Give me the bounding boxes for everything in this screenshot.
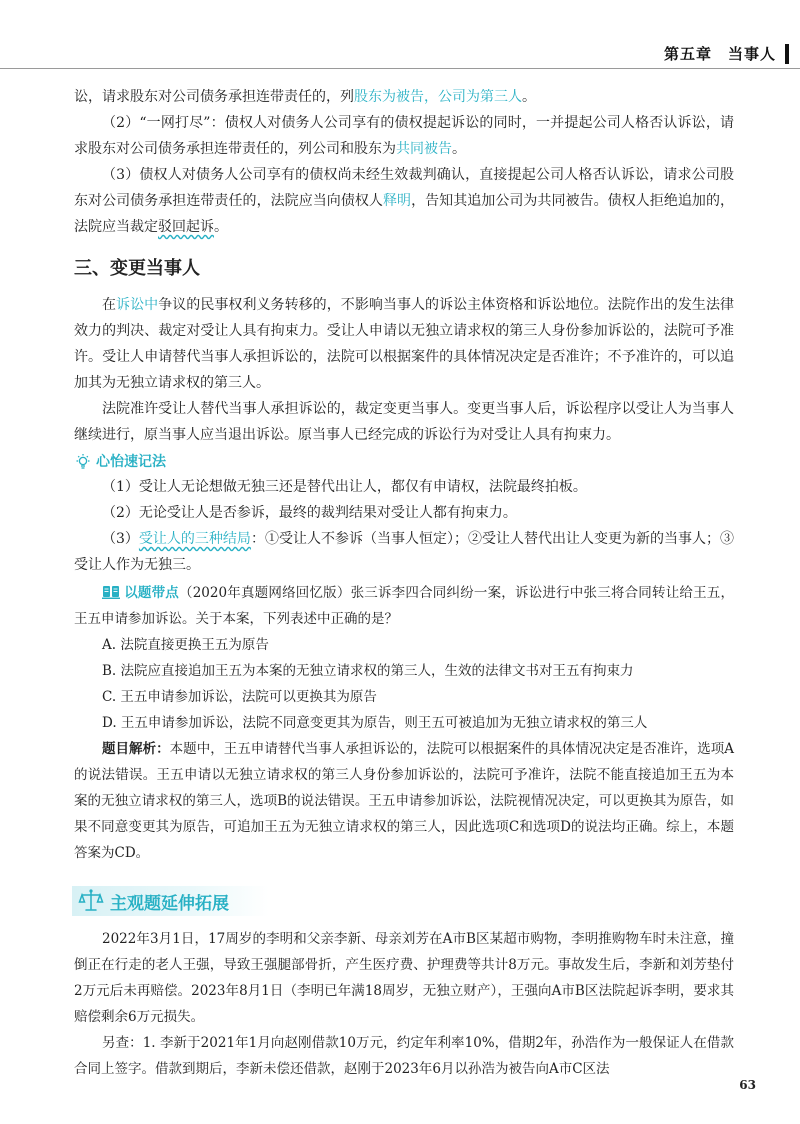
- paragraph-3: [74, 162, 734, 240]
- paragraph-text: ：①受让人不参诉（当事人恒定）；②受让人替代出让人变更为新的当事人；③受让人作为无独三。: [74, 531, 734, 573]
- paragraph-text: 。: [214, 219, 228, 235]
- paragraph-text: 在: [102, 297, 117, 313]
- option-a: A. 法院直接更换王五为原告: [102, 637, 269, 653]
- highlight-text: 释明: [382, 193, 412, 209]
- option-b: B. 法院应直接追加王五为本案的无独立请求权的第三人，生效的法律文书对王五有拘束力: [102, 663, 634, 679]
- paragraph-text: （3）债权人对债务人公司享有的债权尚未经生效裁判确认，直接提起公司人格否认诉讼，请求公司股东对公司债务承担连带责任的，法院应当向债权人: [74, 167, 734, 209]
- option-d: D. 王五申请参加诉讼，法院不同意变更其为原告，则王五可被追加为无独立请求权的第三人: [102, 715, 648, 731]
- highlight-text: 诉讼中: [116, 297, 159, 313]
- highlight-text: 共同被告: [396, 141, 452, 157]
- tip-item-3: [74, 526, 734, 578]
- option-c: C. 王五申请参加诉讼，法院可以更换其为原告: [102, 689, 377, 705]
- highlight-text: 股东为被告，公司为第三人: [354, 89, 522, 105]
- header-rule: [0, 68, 800, 69]
- tip-item-1: （1）受让人无论想做无独三还是替代出让人，都仅有申请权，法院最终拍板。: [102, 479, 587, 495]
- paragraph-text: 。: [452, 141, 466, 157]
- paragraph-4: [74, 292, 734, 396]
- paragraph-text: （2）“一网打尽”：债权人对债务人公司享有的债权提起诉讼的同时，一并提起公司人格否认诉讼，请求股东对公司债务承担连带责任的，列公司和股东为: [74, 115, 734, 157]
- paragraph-text: 。: [522, 89, 536, 105]
- section-heading: 三、变更当事人: [74, 258, 200, 279]
- example-question: [74, 580, 734, 632]
- extension-heading: [72, 884, 734, 918]
- analysis-label: 题目解析：: [102, 741, 170, 757]
- page-header: [0, 0, 800, 70]
- analysis-paragraph: [74, 736, 734, 866]
- extension-banner: [72, 886, 269, 916]
- paragraph-5: 法院准许受让人替代当事人承担诉讼的，裁定变更当事人。变更当事人后，诉讼程序以受让人为当事人继续进行，原当事人应当退出诉讼。原当事人已经完成的诉讼行为对受让人具有拘束力。: [74, 401, 734, 443]
- chapter-title: 第五章 当事人: [663, 45, 776, 63]
- page-number: 63: [739, 1078, 756, 1092]
- paragraph-text: 讼，请求股东对公司债务承担连带责任的，列: [74, 89, 354, 105]
- question-text: （2020年真题网络回忆版）张三诉李四合同纠纷一案，诉讼进行中张三将合同转让给王五，王五申请参加诉讼。关于本案，下列表述中正确的是？: [74, 585, 735, 627]
- lightbulb-icon: [74, 453, 92, 471]
- example-label: 以题带点: [124, 585, 180, 601]
- wavy-underlined-text: 驳回起诉: [158, 219, 214, 235]
- tip-title: 心怡速记法: [96, 454, 166, 470]
- header-marker-bar: [785, 44, 789, 64]
- analysis-text: 本题中，王五申请替代当事人承担诉讼的，法院可以根据案件的具体情况决定是否准许，选项A的说法错误。王五申请以无独立请求权的第三人身份参加诉讼的，法院可予准许，法院不能直接追加王五为本案的无独立请求权的第三人，选项B的说法错误。王五申请参加诉讼，法院视情况决定，可以更换其为原告，如果不同意变更其为原告，可追加王五为无独立请求权的第三人，因此选项C和选项D的说法均正确。综上，本题答案为CD。: [74, 741, 735, 861]
- scales-icon: [78, 888, 104, 914]
- book-icon: [102, 584, 120, 600]
- paragraph-text: ，告知其追加公司为共同被告。债权人拒绝追加的，法院应当裁定: [74, 193, 735, 235]
- paragraph-2: [74, 110, 734, 162]
- tip-item-2: （2）无论受让人是否参诉，最终的裁判结果对受让人都有拘束力。: [102, 505, 517, 521]
- page-body: [74, 84, 734, 1082]
- paragraph-text: 争议的民事权利义务转移的，不影响当事人的诉讼主体资格和诉讼地位。法院作出的发生法律效力的判决、裁定对受让人具有拘束力。受让人申请以无独立请求权的第三人身份参加诉讼的，法院可予准许。受让人申请替代当事人承担诉讼的，法院可以根据案件的具体情况决定是否准许；不予准许的，可以追加其为无独立请求权的第三人。: [74, 297, 735, 391]
- extension-paragraph-1: 2022年3月1日，17周岁的李明和父亲李新、母亲刘芳在A市B区某超市购物，李明推购物车时未注意，撞倒正在行走的老人王强，导致王强腿部骨折，产生医疗费、护理费等共计8万元。事故发生后，李新和刘芳垫付2万元后未再赔偿。2023年8月1日（李明已年满18周岁，无独立财产），王强向A市B区法院起诉李明，要求其赔偿剩余6万元损失。: [74, 931, 734, 1025]
- extension-title: 主观题延伸拓展: [110, 893, 229, 914]
- paragraph-text: （3）: [102, 531, 139, 547]
- paragraph-1: [74, 84, 734, 110]
- highlight-text: 受让人的三种结局: [138, 531, 251, 547]
- extension-paragraph-2: 另查：1. 李新于2021年1月向赵刚借款10万元，约定年利率10%，借期2年，孙浩作为一般保证人在借款合同上签字。借款到期后，李新未偿还借款，赵刚于2023年6月以孙浩为被告向A市C区法: [74, 1035, 734, 1077]
- tip-heading: [74, 450, 734, 474]
